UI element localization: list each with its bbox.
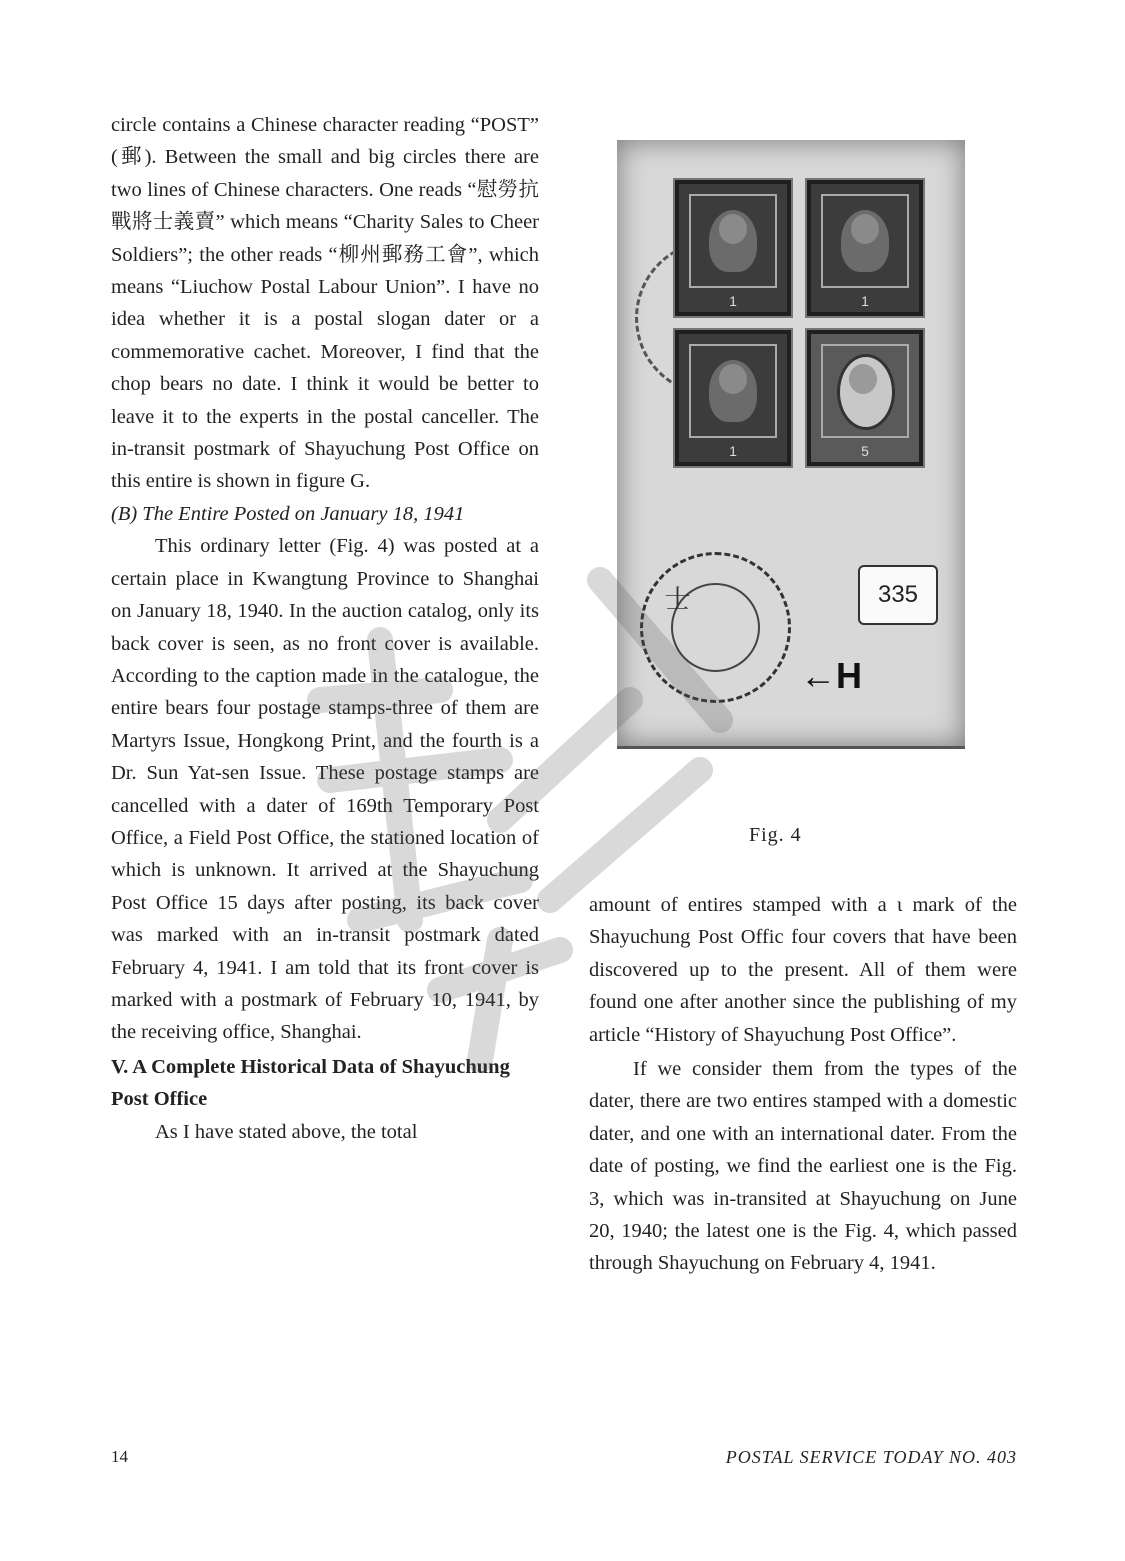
shayuchung-postmark (640, 552, 791, 703)
postmark-glyph: 士 (661, 585, 690, 613)
figure-caption: Fig. 4 (749, 824, 802, 846)
left-column (111, 109, 539, 1148)
stamp-value: 5 (861, 443, 869, 459)
stamp-2 (807, 180, 923, 316)
stamp-value: 1 (729, 443, 737, 459)
section-heading: V. A Complete Historical Data of Shayuchung Post Office (111, 1055, 510, 1111)
stamp-value: 1 (861, 293, 869, 309)
publication-footer: POSTAL SERVICE TODAY NO. 403 (725, 1447, 1017, 1467)
paragraph-1: circle contains a Chinese character reading “POST” (郵). Between the small and big circles there are two lines of Chinese characters. One reads “慰勞抗戰將士義賣” which means “Charity Sales to Cheer Soldiers”; the other reads “柳州郵務工會”, which means “Liuchow Postal Labour Union”. I have no idea whether it is a postal slogan dater or a commemorative cachet. Moreover, I find that the chop bears no date. I think it would be better to leave it to the experts in the postal canceller. The in-transit postmark of Shayuchung Post Office on this entire is shown in figure G. (111, 114, 539, 493)
right-paragraph-2: If we consider them from the types of the dater, there are two entires stamped with a domestic dater, and one with an international dater. From the date of posting, we find the earliest one is the Fig. 3, which was in-transited at Shayuchung on June 20, 1940; the latest one is the Fig. 4, which passed through Shayuchung on February 4, 1941. (589, 1058, 1017, 1275)
lot-number-label: 335 (858, 565, 938, 625)
stamp-4 (807, 330, 923, 466)
right-paragraph-1: amount of entires stamped with a ι mark of the Shayuchung Post Offic four covers that have been discovered up to the present. All of them were found one after another since the publishing of my article “History of Shayuchung Post Office”. (589, 894, 1017, 1046)
stamp-1 (675, 180, 791, 316)
stamp-value: 1 (729, 293, 737, 309)
h-mark-icon: ←H (800, 655, 862, 696)
paragraph-3: As I have stated above, the total (155, 1120, 418, 1143)
paragraph-2: This ordinary letter (Fig. 4) was posted at a certain place in Kwangtung Province to Shanghai on January 18, 1940. In the auction catalog, only its back cover is seen, as no front cover is available. According to the caption made in the catalogue, the entire bears four postage stamps-three of them are Martyrs Issue, Hongkong Print, and the fourth is a Dr. Sun Yat-sen Issue. These postage stamps are cancelled with a dater of 169th Temporary Post Office, a Field Post Office, the stationed location of which is unknown. It arrived at the Shayuchung Post Office 15 days after posting, its back cover was marked with an in-transit postmark dated February 4, 1941. I am told that its front cover is marked with a postmark of February 10, 1941, by the receiving office, Shanghai. (111, 535, 539, 1044)
page-number: 14 (111, 1447, 128, 1466)
subheading: (B) The Entire Posted on January 18, 1941 (111, 502, 465, 525)
stamp-3 (675, 330, 791, 466)
right-column (589, 889, 1017, 1280)
